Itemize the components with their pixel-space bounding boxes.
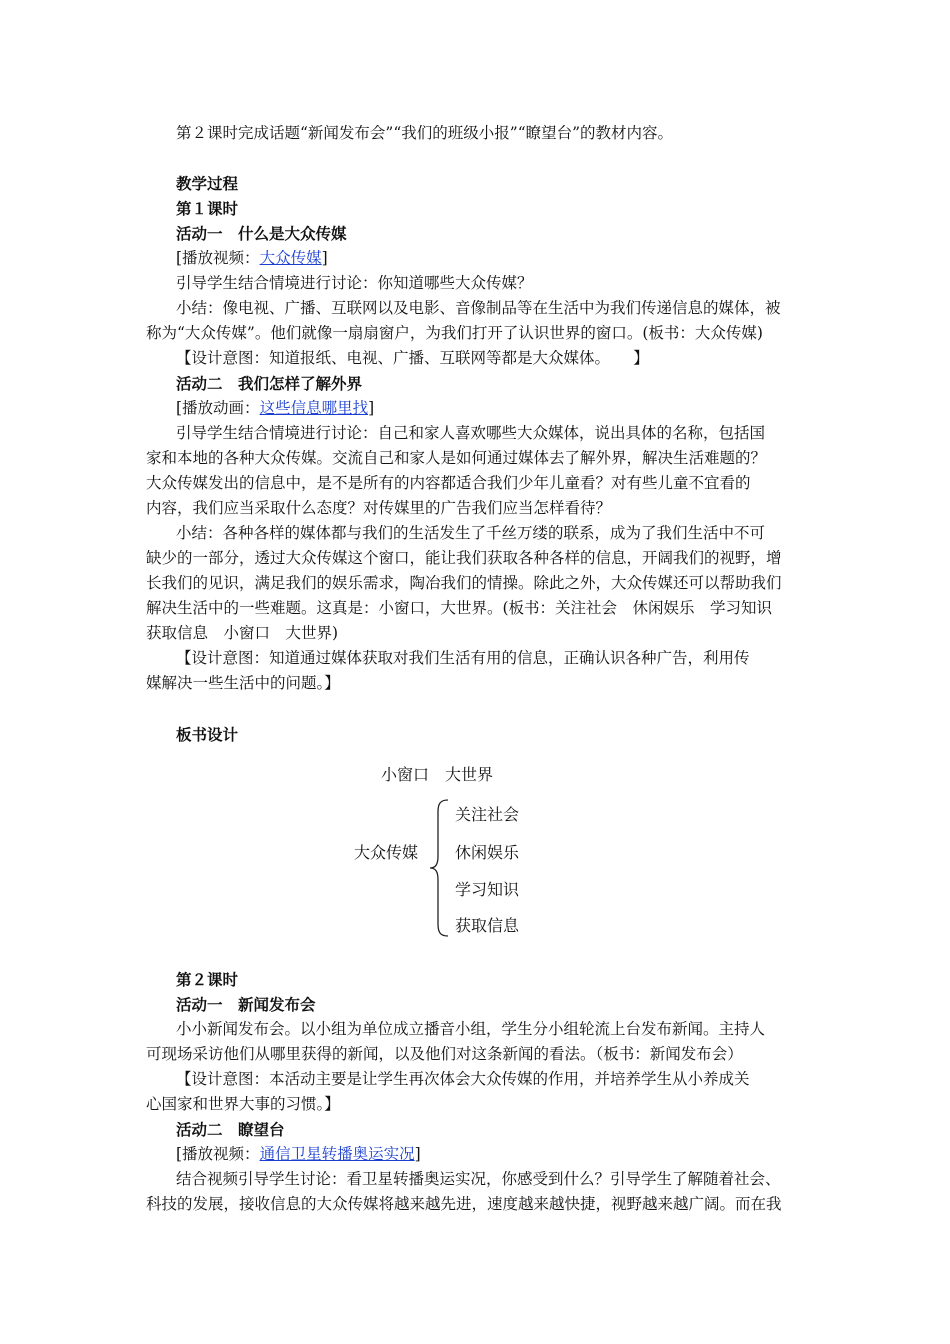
l1-activity2-media-line (176, 396, 840, 421)
intro-line: 第２课时完成话题“新闻发布会”“我们的班级小报”“瞭望台”的教材内容。 (176, 124, 674, 142)
l1-a1-summary-line1: 小结：像电视、广播、互联网以及电影、音像制品等在生活中为我们传递信息的媒体，被 (176, 299, 781, 317)
media-prefix: [播放视频： (176, 1145, 260, 1163)
board-item-4: 获取信息 (455, 916, 520, 935)
media-suffix: ] (368, 399, 375, 417)
video-link-satellite[interactable]: 通信卫星转播奥运实况 (259, 1145, 415, 1163)
l2-a2-line1: 结合视频引导学生讨论：看卫星转播奥运实况，你感受到什么？引导学生了解随着社会、 (176, 1170, 781, 1188)
animation-link-info-where[interactable]: 这些信息哪里找 (259, 399, 369, 417)
board-item-3: 学习知识 (455, 880, 520, 899)
media-suffix: ] (414, 1145, 421, 1163)
l2-a2-line2: 科技的发展，接收信息的大众传媒将越来越先进，速度越来越快捷，视野越来越广阔。而在我 (146, 1195, 782, 1213)
l1-a1-design-intent: 【设计意图：知道报纸、电视、广播、互联网等都是大众媒体。 】 (176, 349, 649, 367)
l1-a2-design-line2: 媒解决一些生活中的问题。】 (146, 674, 340, 692)
l1-a2-discussion-line1: 引导学生结合情境进行讨论：自己和家人喜欢哪些大众媒体，说出具体的名称，包括国 (176, 424, 766, 442)
board-center-label: 大众传媒 (354, 843, 419, 862)
board-heading: 板书设计 (176, 725, 239, 744)
board-item-2: 休闲娱乐 (455, 843, 520, 862)
l1-activity2-title: 活动二 我们怎样了解外界 (176, 374, 363, 393)
l1-a2-summary-line4: 解决生活中的一些难题。这真是：小窗口，大世界。(板书：关注社会 休闲娱乐 学习知识 (146, 599, 773, 617)
brace-shape (428, 798, 452, 938)
l1-a2-discussion-line4: 内容，我们应当采取什么态度？对传媒里的广告我们应当怎样看待？ (146, 499, 612, 517)
l1-a2-summary-line2: 缺少的一部分，透过大众传媒这个窗口，能让我们获取各种各样的信息，开阔我们的视野，增 (146, 549, 782, 567)
media-prefix: [播放动画： (176, 399, 260, 417)
l2-a1-design-line1: 【设计意图：本活动主要是让学生再次体会大众传媒的作用，并培养学生从小养成关 (176, 1070, 750, 1088)
lesson2-heading: 第２课时 (176, 970, 239, 989)
l1-a2-design-line1: 【设计意图：知道通过媒体获取对我们生活有用的信息，正确认识各种广告，利用传 (176, 649, 750, 667)
lesson1-heading: 第１课时 (176, 199, 239, 218)
l1-a2-summary-line1: 小结：各种各样的媒体都与我们的生活发生了千丝万缕的联系，成为了我们生活中不可 (176, 524, 766, 542)
l1-activity1-media-line (176, 246, 840, 271)
l1-activity1-title: 活动一 什么是大众传媒 (176, 224, 347, 243)
video-link-mass-media[interactable]: 大众传媒 (259, 249, 322, 267)
process-heading: 教学过程 (176, 174, 239, 193)
media-prefix: [播放视频： (176, 249, 260, 267)
l2-a1-line2: 可现场采访他们从哪里获得的新闻，以及他们对这条新闻的看法。（板书：新闻发布会） (146, 1045, 743, 1063)
media-suffix: ] (321, 249, 328, 267)
l1-a2-summary-line3: 长我们的见识，满足我们的娱乐需求，陶冶我们的情操。除此之外，大众传媒还可以帮助我们 (146, 574, 782, 592)
l1-a1-summary-line2: 称为“大众传媒”。他们就像一扇扇窗户，为我们打开了认识世界的窗口。(板书：大众传媒) (146, 324, 763, 342)
l2-activity1-title: 活动一 新闻发布会 (176, 995, 316, 1014)
l1-a2-discussion-line2: 家和本地的各种大众传媒。交流自己和家人是如何通过媒体去了解外界，解决生活难题的？ (146, 449, 767, 467)
l2-a1-line1: 小小新闻发布会。以小组为单位成立播音小组，学生分小组轮流上台发布新闻。主持人 (176, 1020, 766, 1038)
l1-a2-discussion-line3: 大众传媒发出的信息中，是不是所有的内容都适合我们少年儿童看？对有些儿童不宜看的 (146, 474, 751, 492)
l2-activity2-media-line (176, 1142, 840, 1167)
l2-a1-design-line2: 心国家和世界大事的习惯。】 (146, 1095, 340, 1113)
l2-activity2-title: 活动二 瞭望台 (176, 1120, 285, 1139)
l1-a2-summary-line5: 获取信息 小窗口 大世界) (146, 624, 339, 642)
board-top-line: 小窗口 大世界 (381, 765, 494, 784)
board-item-1: 关注社会 (455, 805, 520, 824)
l1-a1-paragraph: 引导学生结合情境进行讨论：你知道哪些大众传媒？ (176, 274, 533, 292)
